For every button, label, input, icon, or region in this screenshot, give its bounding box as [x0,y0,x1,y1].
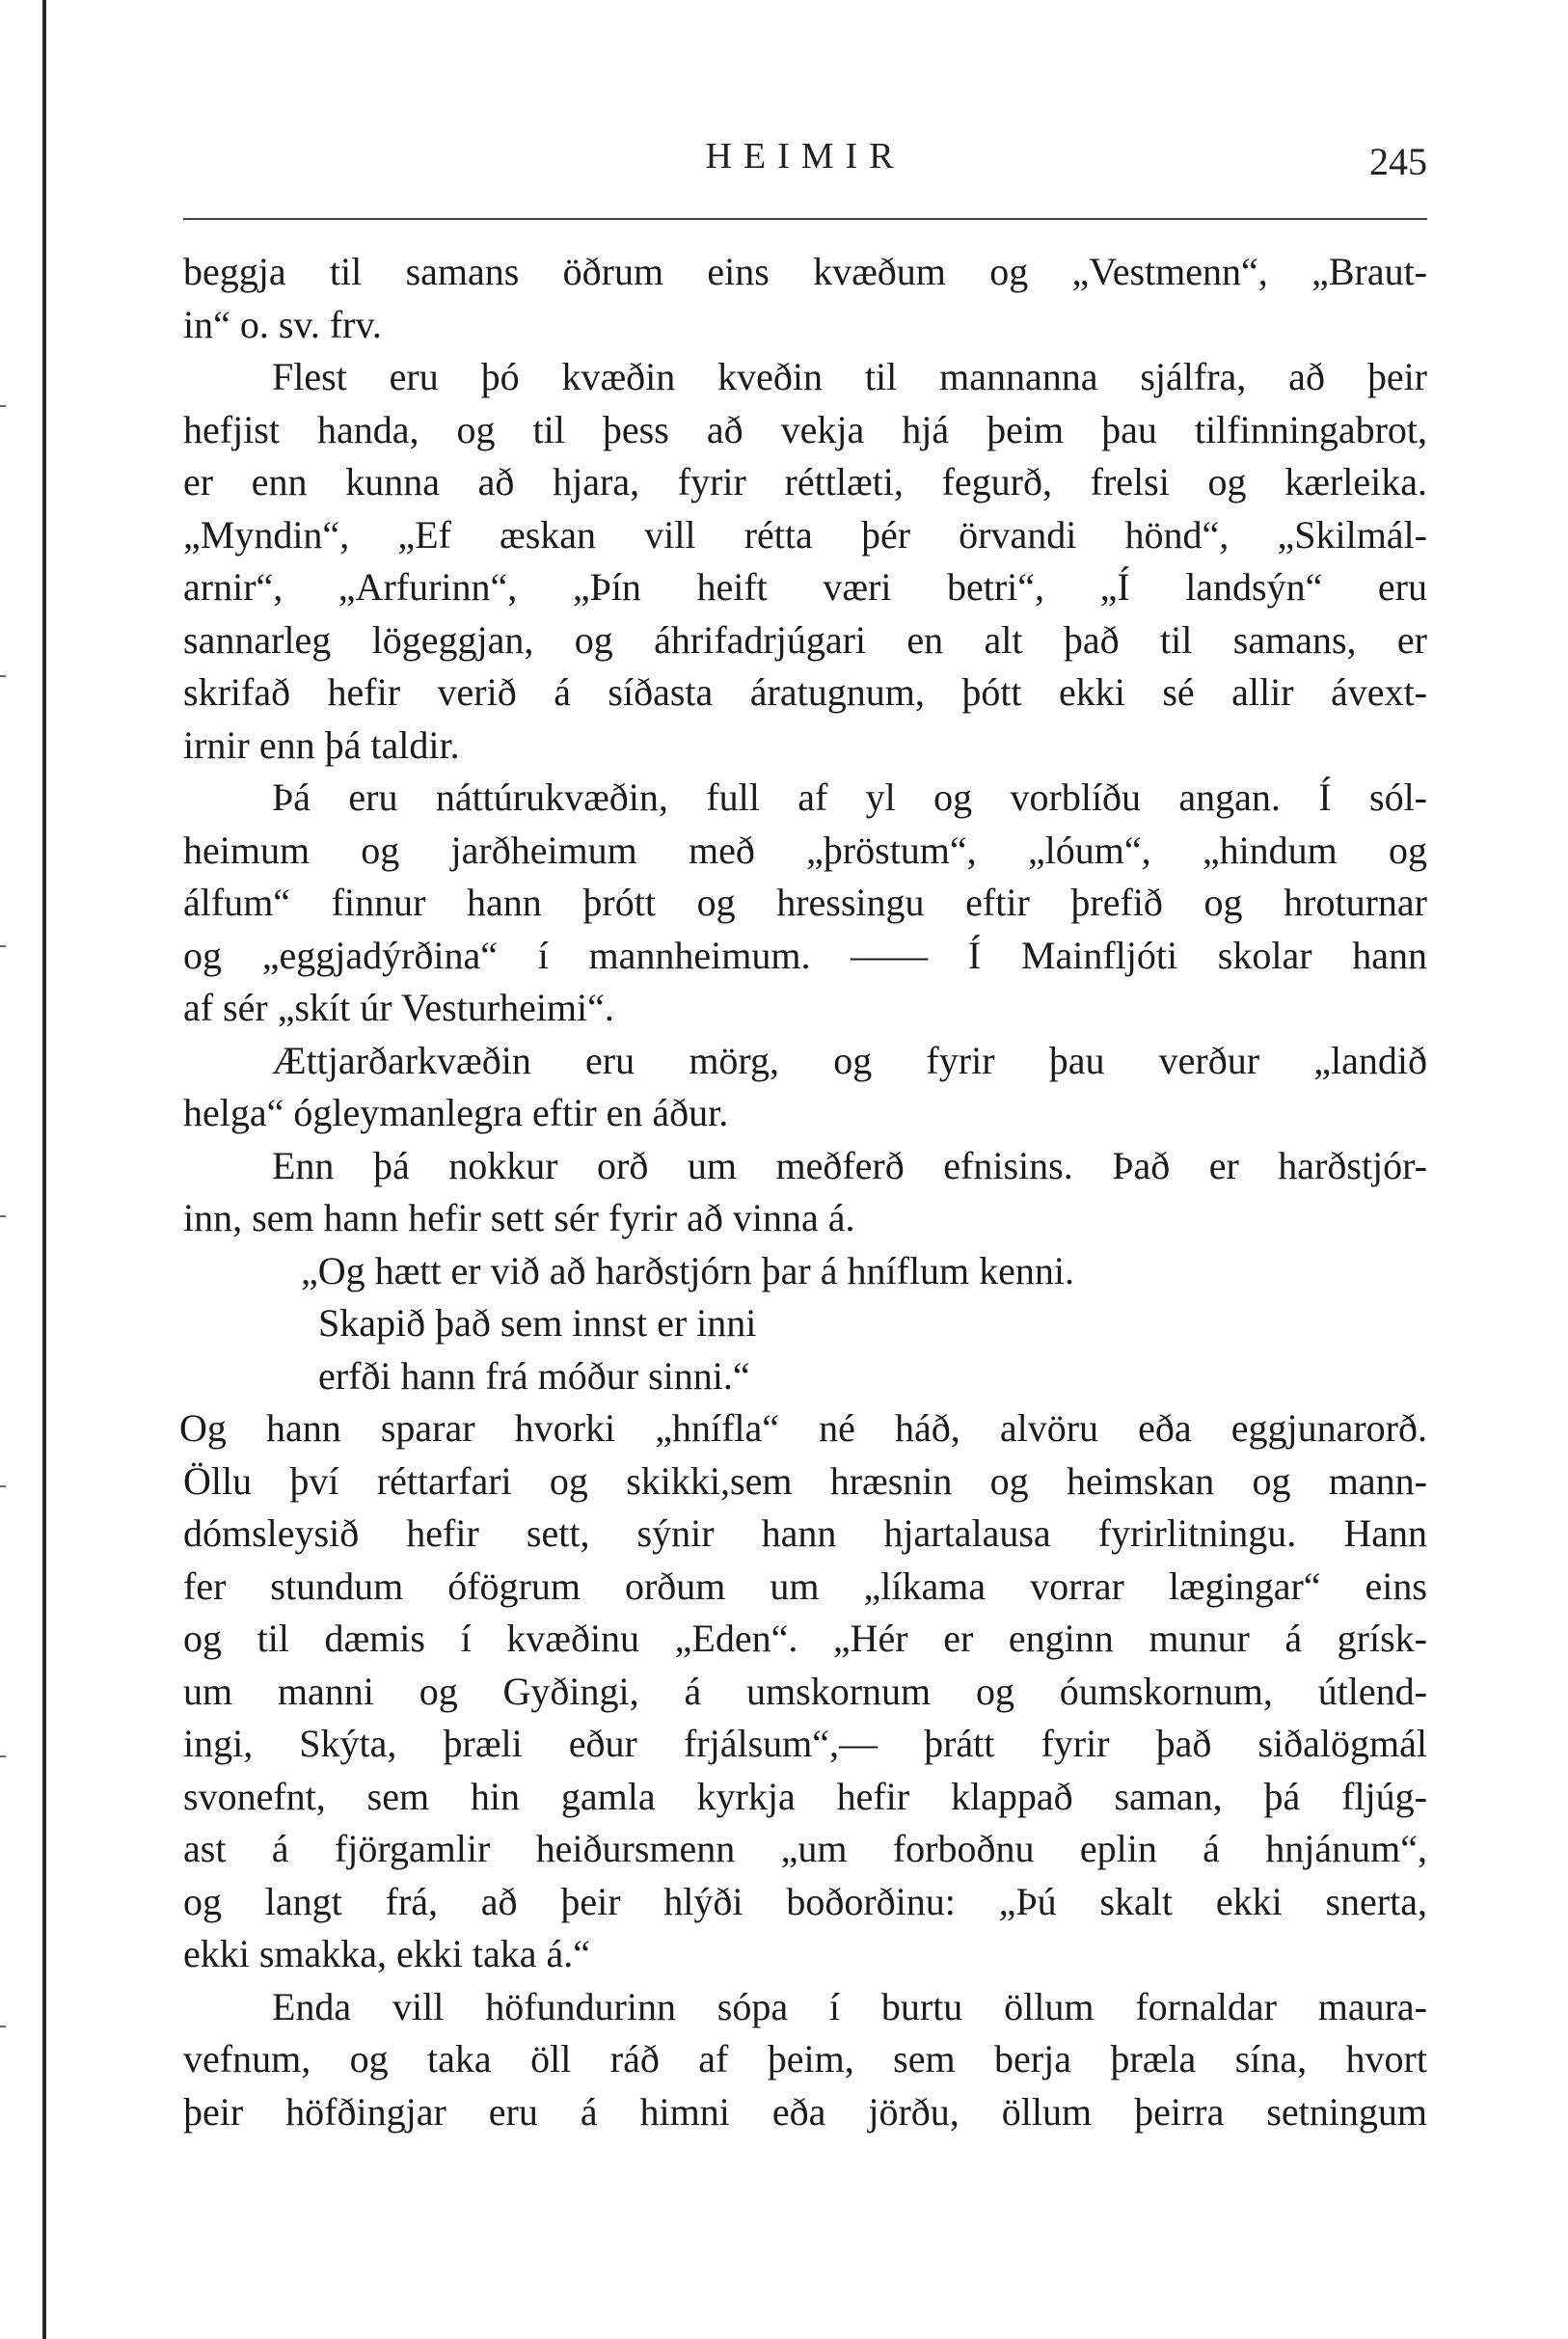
text-line: svonefnt, sem hin gamla kyrkja hefir klappað saman, þá fljúg- [183,1774,1427,1818]
running-title: HEIMIR [705,136,906,177]
text-line: Öllu því réttarfari og skikki,sem hræsnin og heimskan og mann- [183,1458,1427,1503]
margin-mark [0,945,6,947]
page-number: 245 [1369,140,1427,183]
text-line: beggja til samans öðrum eins kvæðum og „Vestmenn“, „Braut- [183,250,1427,293]
text-line: ekki smakka, ekki taka á.“ [183,1932,591,1975]
text-line: Ættjarðarkvæðin eru mörg, og fyrir þau verður „landið [272,1038,1427,1082]
text-line: Enn þá nokkur orð um meðferð efnisins. Það er harðstjór- [272,1143,1427,1187]
text-line: dómsleysið hefir sett, sýnir hann hjartalausa fyrirlitningu. Hann [183,1511,1427,1555]
text-line: og langt frá, að þeir hlýði boðorðinu: „Þú skalt ekki snerta, [183,1879,1427,1923]
margin-mark [0,405,6,407]
header-rule [183,218,1427,220]
text-line: af sér „skít úr Vesturheimi“. [183,986,614,1029]
margin-mark [0,1485,6,1487]
text-line: og „eggjadýrðina“ í mannheimum. —— Í Mainfljóti skolar hann [183,933,1427,977]
text-line: in“ o. sv. frv. [183,302,382,346]
book-page [179,135,1427,2134]
text-line: ast á fjörgamlir heiðursmenn „um forboðnu eplin á hnjánum“, [183,1827,1427,1870]
text-line: Og hann sparar hvorki „hnífla“ né háð, alvöru eða eggjunarorð. [179,1406,1427,1450]
margin-mark [0,675,6,677]
text-line: og til dæmis í kvæðinu „Eden“. „Hér er enginn munur á grísk- [183,1617,1427,1660]
text-line: hefjist handa, og til þess að vekja hjá þeim þau tilfinningabrot, [183,407,1427,451]
text-line: heimum og jarðheimum með „þröstum“, „lóum“, „hindum og [183,828,1427,872]
text-line: inn, sem hann hefir sett sér fyrir að vinna á. [183,1196,855,1239]
body-text [179,246,1427,2138]
text-line: „Myndin“, „Ef æskan vill rétta þér örvandi hönd“, „Skilmál- [183,512,1427,557]
text-line: skrifað hefir verið á síðasta áratugnum, þótt ekki sé allir ávext- [183,670,1427,714]
text-line: álfum“ finnur hann þrótt og hressingu eftir þrefið og hroturnar [183,881,1427,924]
page-binding-edge [42,0,46,2339]
text-line: Enda vill höfundurinn sópa í burtu öllum fornaldar maura- [272,1984,1427,2028]
margin-mark [0,1755,6,1757]
text-line: helga“ ógleymanlegra eftir en áður. [183,1091,729,1134]
margin-mark [0,2026,6,2027]
text-line: um manni og Gyðingi, á umskornum og óumskornum, útlend- [183,1669,1427,1713]
verse-line: Skapið það sem innst er inni [318,1301,757,1345]
text-line: þeir höfðingjar eru á himni eða jörðu, öllum þeirra setningum [183,2089,1427,2134]
verse-line: erfði hann frá móður sinni.“ [318,1353,750,1398]
text-line: Þá eru náttúrukvæðin, full af yl og vorblíðu angan. Í sól- [272,775,1427,819]
text-line: fer stundum ófögrum orðum um „líkama vorrar lægingar“ eins [183,1564,1427,1608]
text-line: irnir enn þá taldir. [183,722,460,767]
text-line: Flest eru þó kvæðin kveðin til mannanna sjálfra, að þeir [272,355,1427,398]
margin-mark [0,1215,6,1217]
text-line: vefnum, og taka öll ráð af þeim, sem berja þræla sína, hvort [183,2037,1427,2081]
text-line: ingi, Skýta, þræli eður frjálsum“,— þrátt fyrir það siðalögmál [183,1722,1427,1765]
verse-line: „Og hætt er við að harðstjórn þar á hníflum kenni. [301,1248,1075,1292]
text-line: sannarleg lögeggjan, og áhrifadrjúgari en alt það til samans, er [183,617,1427,662]
running-head [183,135,1427,203]
text-line: arnir“, „Arfurinn“, „Þín heift væri betri“, „Í landsýn“ eru [183,565,1427,609]
text-line: er enn kunna að hjara, fyrir réttlæti, fegurð, frelsi og kærleika. [183,460,1427,503]
